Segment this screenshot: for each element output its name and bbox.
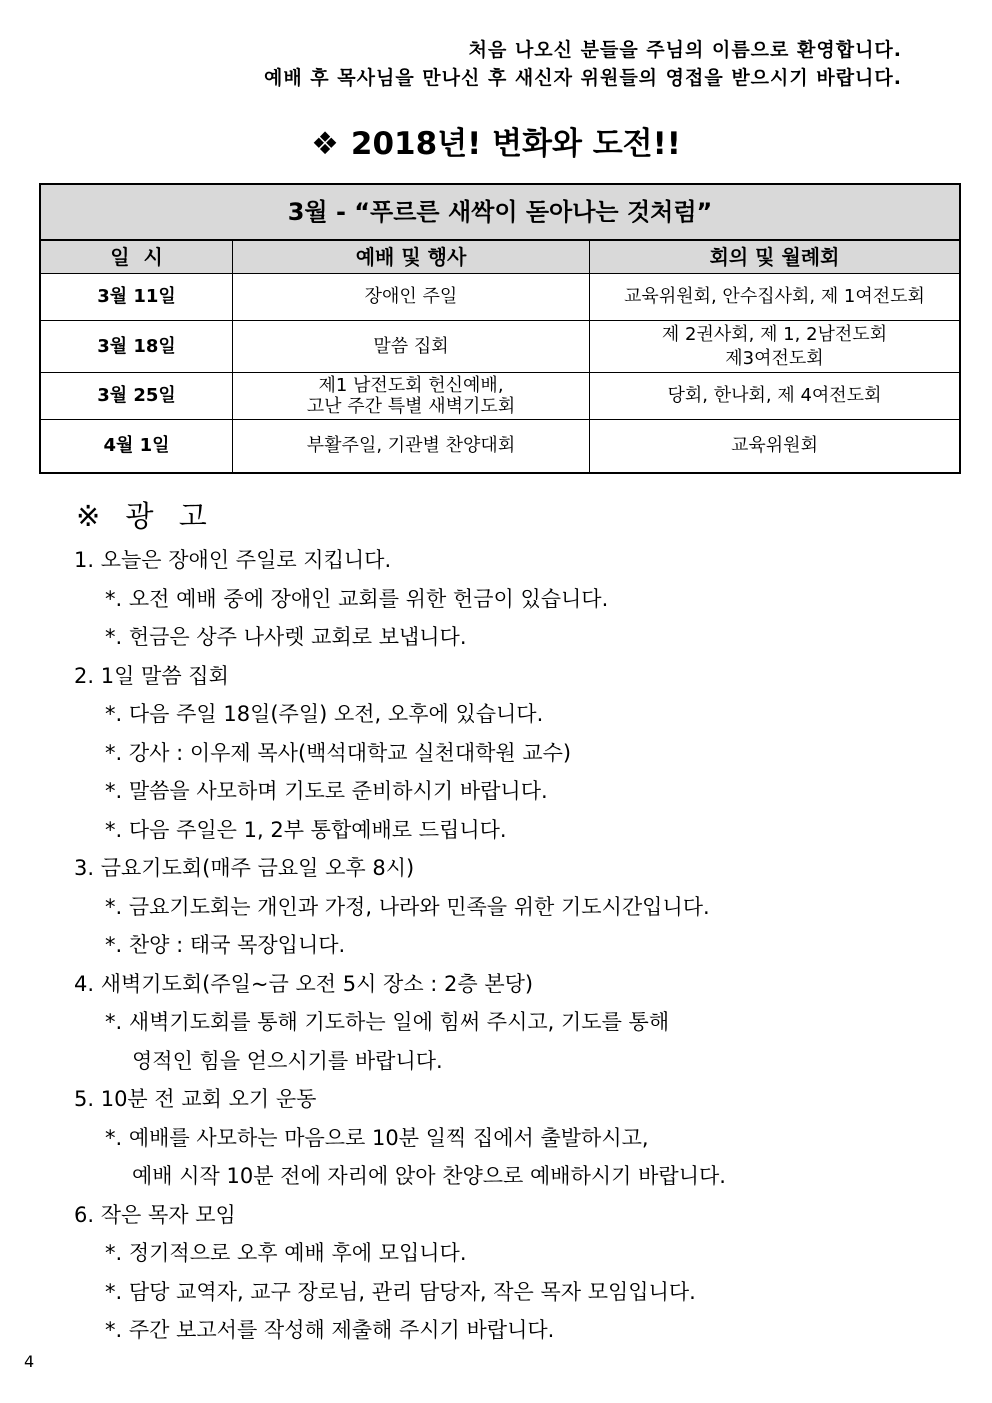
announcement-detail: *. 정기적으로 오후 예배 후에 모입니다.	[105, 1241, 467, 1265]
table-row	[40, 274, 960, 321]
announcements	[74, 494, 726, 1350]
announcement-detail: *. 강사 : 이우제 목사(백석대학교 실천대학원 교수)	[105, 740, 572, 765]
announcement-detail: *. 담당 교역자, 교구 장로님, 관리 담당자, 작은 목자 모임입니다.	[105, 1279, 696, 1304]
welcome-line-2: 예배 후 목사님을 만나신 후 새신자 위원들의 영접을 받으시기 바랍니다.	[263, 67, 902, 89]
announcement-heading: 1. 오늘은 장애인 주일로 지킵니다.	[74, 548, 392, 572]
welcome-message	[264, 36, 902, 92]
meeting-cell: 당회, 한나회, 제 4여전도회	[590, 373, 961, 420]
date-cell: 3월 11일	[40, 274, 233, 321]
meeting-line: 제3여전도회	[725, 347, 824, 369]
diamond-bullet-icon: ❖	[311, 126, 339, 162]
announcement-detail: *. 헌금은 상주 나사렛 교회로 보냅니다.	[105, 625, 467, 649]
announcement-heading: 3. 금요기도회(매주 금요일 오후 8시)	[74, 856, 415, 880]
theme-title: 2018년! 변화와 도전!!	[350, 126, 681, 162]
announcement-detail: *. 주간 보고서를 작성해 제출해 주시기 바랍니다.	[105, 1318, 555, 1342]
announcements-title: ※ 광 고	[76, 499, 215, 533]
table-row	[40, 373, 960, 420]
meeting-cell	[590, 321, 961, 373]
announcement-detail: *. 금요기도회는 개인과 가정, 나라와 민족을 위한 기도시간입니다.	[105, 894, 710, 919]
announcement-detail: *. 다음 주일은 1, 2부 통합예배로 드립니다.	[105, 817, 507, 842]
column-header-date: 일 시	[40, 240, 233, 274]
event-cell	[233, 373, 590, 420]
event-line: 고난 주간 특별 새벽기도회	[306, 396, 516, 417]
announcement-heading: 2. 1일 말씀 집회	[74, 663, 229, 688]
meeting-cell: 교육위원회, 안수집사회, 제 1여전도회	[590, 274, 961, 321]
schedule-caption: 3월 - “푸르른 새싹이 돋아나는 것처럼”	[40, 184, 960, 240]
event-cell: 장애인 주일	[233, 274, 590, 321]
announcement-detail: *. 말씀을 사모하며 기도로 준비하시기 바랍니다.	[105, 779, 548, 803]
welcome-line-1: 처음 나오신 분들을 주님의 이름으로 환영합니다.	[468, 39, 902, 61]
announcement-detail: *. 다음 주일 18일(주일) 오전, 오후에 있습니다.	[105, 702, 544, 726]
announcement-detail: *. 찬양 : 태국 목장입니다.	[105, 933, 346, 957]
event-line: 제1 남전도회 헌신예배,	[318, 375, 504, 396]
announcement-detail: *. 새벽기도회를 통해 기도하는 일에 힘써 주시고, 기도를 통해	[105, 1010, 670, 1034]
table-row	[40, 321, 960, 373]
announcement-heading: 4. 새벽기도회(주일~금 오전 5시 장소 : 2층 본당)	[74, 971, 534, 996]
announcement-detail-continued: 영적인 힘을 얻으시기를 바랍니다.	[132, 1048, 443, 1073]
date-cell: 4월 1일	[40, 420, 233, 474]
announcement-heading: 5. 10분 전 교회 오기 운동	[74, 1087, 317, 1111]
announcement-detail-continued: 예배 시작 10분 전에 자리에 앉아 찬양으로 예배하시기 바랍니다.	[132, 1164, 726, 1188]
column-header-meeting: 회의 및 월례회	[590, 240, 961, 274]
date-cell: 3월 25일	[40, 373, 233, 420]
announcement-heading: 6. 작은 목자 모임	[74, 1202, 236, 1227]
date-cell: 3월 18일	[40, 321, 233, 373]
page-number: 4	[24, 1352, 35, 1371]
event-cell: 부활주일, 기관별 찬양대회	[233, 420, 590, 474]
announcement-detail: *. 오전 예배 중에 장애인 교회를 위한 헌금이 있습니다.	[105, 586, 609, 611]
table-row	[40, 420, 960, 474]
schedule-table	[39, 183, 961, 474]
meeting-cell: 교육위원회	[590, 420, 961, 474]
meeting-line: 제 2권사회, 제 1, 2남전도회	[661, 323, 888, 345]
column-header-event: 예배 및 행사	[233, 240, 590, 274]
event-cell: 말씀 집회	[233, 321, 590, 373]
yearly-theme	[0, 118, 992, 163]
announcement-detail: *. 예배를 사모하는 마음으로 10분 일찍 집에서 출발하시고,	[105, 1125, 649, 1150]
